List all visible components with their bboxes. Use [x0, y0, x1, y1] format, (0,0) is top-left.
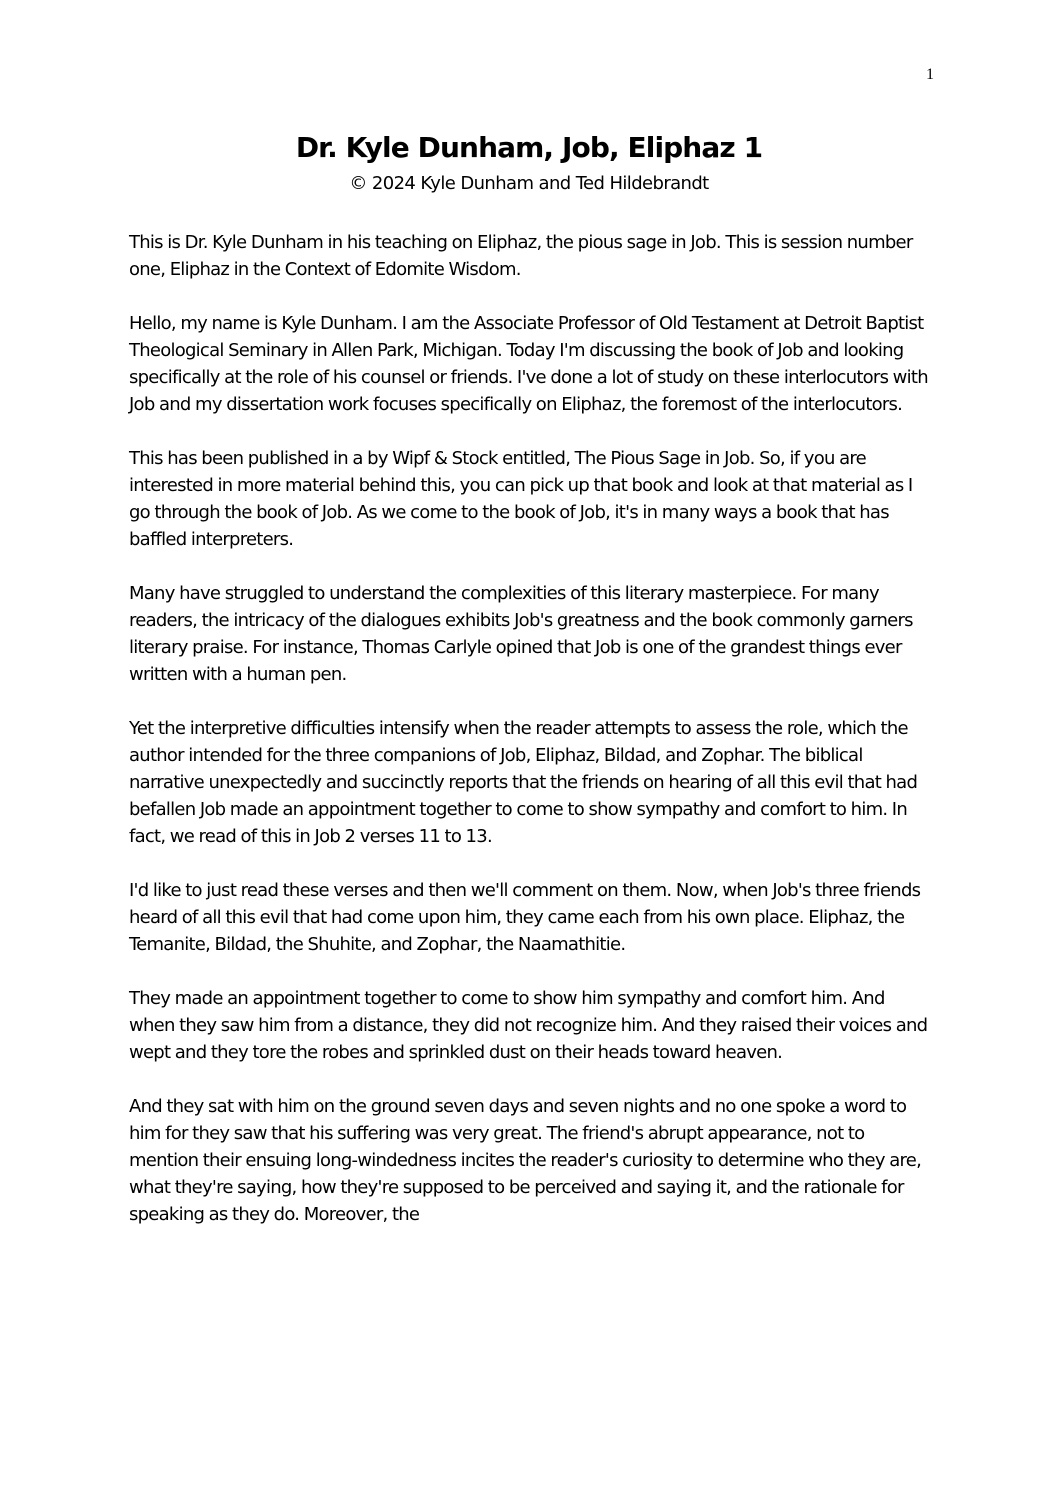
paragraph: This has been published in a by Wipf & Stock entitled, The Pious Sage in Job. So, if you are interested in more material behind this, you can pick up that book and look at that material as I go through the book of Job. As we come to the book of Job, it's in many ways a book that has baffled interpreters.: [129, 448, 913, 550]
paragraph: They made an appointment together to come to show him sympathy and comfort him. And when they saw him from a distance, they did not recognize him. And they raised their voices and wept and they tore the robes and sprinkled dust on their heads toward heaven.: [129, 988, 928, 1063]
paragraph: This is Dr. Kyle Dunham in his teaching on Eliphaz, the pious sage in Job. This is session number one, Eliphaz in the Context of Edomite Wisdom.: [129, 232, 913, 280]
paragraph: Hello, my name is Kyle Dunham. I am the Associate Professor of Old Testament at Detroit Baptist Theological Seminary in Allen Park, Michigan. Today I'm discussing the book of Job and looking specifically at the role of his counsel or friends. I've done a lot of study on these interlocutors with Job and my dissertation work focuses specifically on Eliphaz, the foremost of the interlocutors.: [129, 313, 928, 415]
document-title: Dr. Kyle Dunham, Job, Eliphaz 1: [295, 131, 763, 164]
paragraph: I'd like to just read these verses and then we'll comment on them. Now, when Job's three friends heard of all this evil that had come upon him, they came each from his own place. Eliphaz, the Temanite, Bildad, the Shuhite, and Zophar, the Naamathitie.: [129, 880, 921, 955]
paragraph: Many have struggled to understand the complexities of this literary masterpiece. For many readers, the intricacy of the dialogues exhibits Job's greatness and the book commonly garners literary praise. For instance, Thomas Carlyle opined that Job is one of the grandest things ever written with a human pen.: [129, 583, 913, 685]
paragraph: Yet the interpretive difficulties intensify when the reader attempts to assess the role, which the author intended for the three companions of Job, Eliphaz, Bildad, and Zophar. The biblical narrative unexpectedly and succinctly reports that the friends on hearing of all this evil that had befallen Job made an appointment together to come to show sympathy and comfort to him. In fact, we read of this in Job 2 verses 11 to 13.: [129, 718, 918, 847]
copyright-line: © 2024 Kyle Dunham and Ted Hildebrandt: [349, 173, 709, 194]
document-body: [129, 229, 929, 1228]
page-number: 1: [926, 66, 934, 83]
paragraph: And they sat with him on the ground seven days and seven nights and no one spoke a word to him for they saw that his suffering was very great. The friend's abrupt appearance, not to mention their ensuing long-windedness incites the reader's curiosity to determine who they are, what they're saying, how they're supposed to be perceived and saying it, and the rationale for speaking as they do. Moreover, the: [129, 1096, 922, 1225]
